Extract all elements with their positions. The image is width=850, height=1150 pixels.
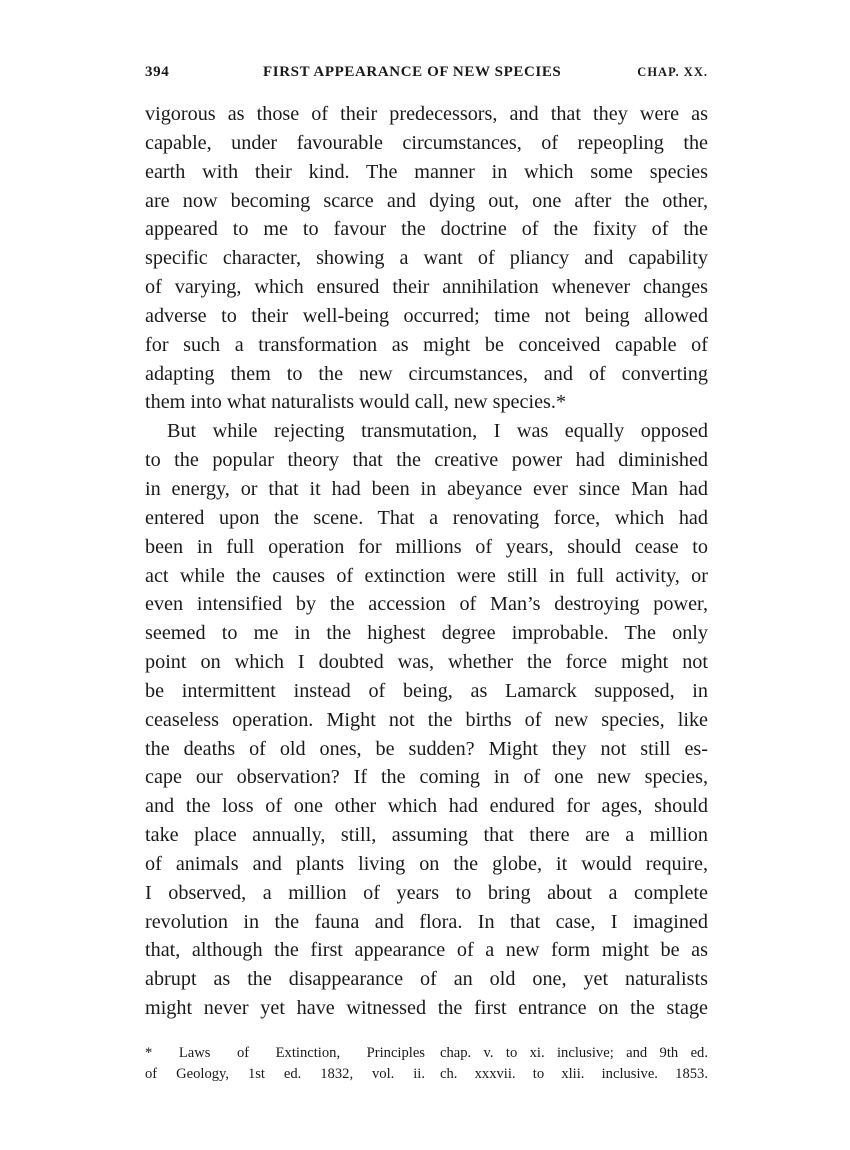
footnote-line: of Geology, 1st ed. 1832, vol. ii.	[145, 1066, 425, 1082]
text-line: of animals and plants living on the globe, it would require,	[145, 852, 708, 875]
paragraph-2	[145, 417, 708, 1023]
chapter-label: CHAP. XX.	[637, 65, 708, 79]
text-line: might never yet have witnessed the first entrance on the stage	[145, 997, 708, 1020]
text-line: act while the causes of extinction were still in full activity, or	[145, 564, 708, 587]
paragraph-1	[145, 100, 708, 417]
text-line: revolution in the fauna and flora. In that case, I imagined	[145, 910, 708, 933]
text-line: been in full operation for millions of years, should cease to	[145, 535, 708, 558]
text-line: But while rejecting transmutation, I was equally opposed	[167, 420, 708, 443]
footnote-right-column	[440, 1043, 708, 1085]
text-line: vigorous as those of their predecessors, and that they were as	[145, 103, 708, 125]
text-line: that, although the first appearance of a new form might be as	[145, 939, 708, 962]
footnote-line: chap. v. to xi. inclusive; and 9th ed.	[440, 1045, 708, 1061]
text-line: and the loss of one other which had endured for ages, should	[145, 795, 708, 818]
footnote-left-column	[145, 1043, 425, 1085]
text-line: be intermittent instead of being, as Lamarck supposed, in	[145, 679, 708, 702]
text-line: abrupt as the disappearance of an old one, yet naturalists	[145, 968, 708, 991]
text-line: I observed, a million of years to bring about a complete	[145, 881, 708, 904]
text-line: cape our observation? If the coming in of one new species,	[145, 766, 708, 789]
text-line: are now becoming scarce and dying out, one after the other,	[145, 189, 708, 212]
text-line: specific character, showing a want of pliancy and capability	[145, 247, 708, 270]
text-line: for such a transformation as might be conceived capable of	[145, 333, 708, 356]
body-text	[145, 100, 708, 1023]
text-line: capable, under favourable circumstances, of repeopling the	[145, 131, 708, 154]
text-line: even intensified by the accession of Man’s destroying power,	[145, 593, 708, 616]
text-line: adapting them to the new circumstances, and of converting	[145, 362, 708, 385]
text-line: the deaths of old ones, be sudden? Might they not still es-	[145, 737, 708, 760]
text-line: take place annually, still, assuming that there are a million	[145, 824, 708, 847]
text-line: of varying, which ensured their annihilation whenever changes	[145, 276, 708, 299]
running-head	[145, 60, 708, 86]
text-line: entered upon the scene. That a renovating force, which had	[145, 506, 708, 529]
text-line: them into what naturalists would call, new species.*	[145, 391, 567, 414]
footnote-line: ch. xxxvii. to xlii. inclusive. 1853.	[440, 1066, 708, 1082]
text-line: to the popular theory that the creative power had diminished	[145, 449, 708, 472]
text-line: adverse to their well-being occurred; time not being allowed	[145, 304, 708, 327]
text-line: earth with their kind. The manner in which some species	[145, 160, 708, 183]
text-line: in energy, or that it had been in abeyance ever since Man had	[145, 477, 708, 500]
page-number: 394	[145, 64, 170, 80]
text-line: appeared to me to favour the doctrine of the fixity of the	[145, 218, 708, 241]
text-line: seemed to me in the highest degree improbable. The only	[145, 622, 708, 645]
book-page	[145, 60, 708, 1023]
text-line: point on which I doubted was, whether the force might not	[145, 651, 708, 674]
text-line: ceaseless operation. Might not the births of new species, like	[145, 708, 708, 731]
running-title: FIRST APPEARANCE OF NEW SPECIES	[263, 64, 562, 80]
footnote-line: * Laws of Extinction, Principles	[145, 1045, 425, 1061]
